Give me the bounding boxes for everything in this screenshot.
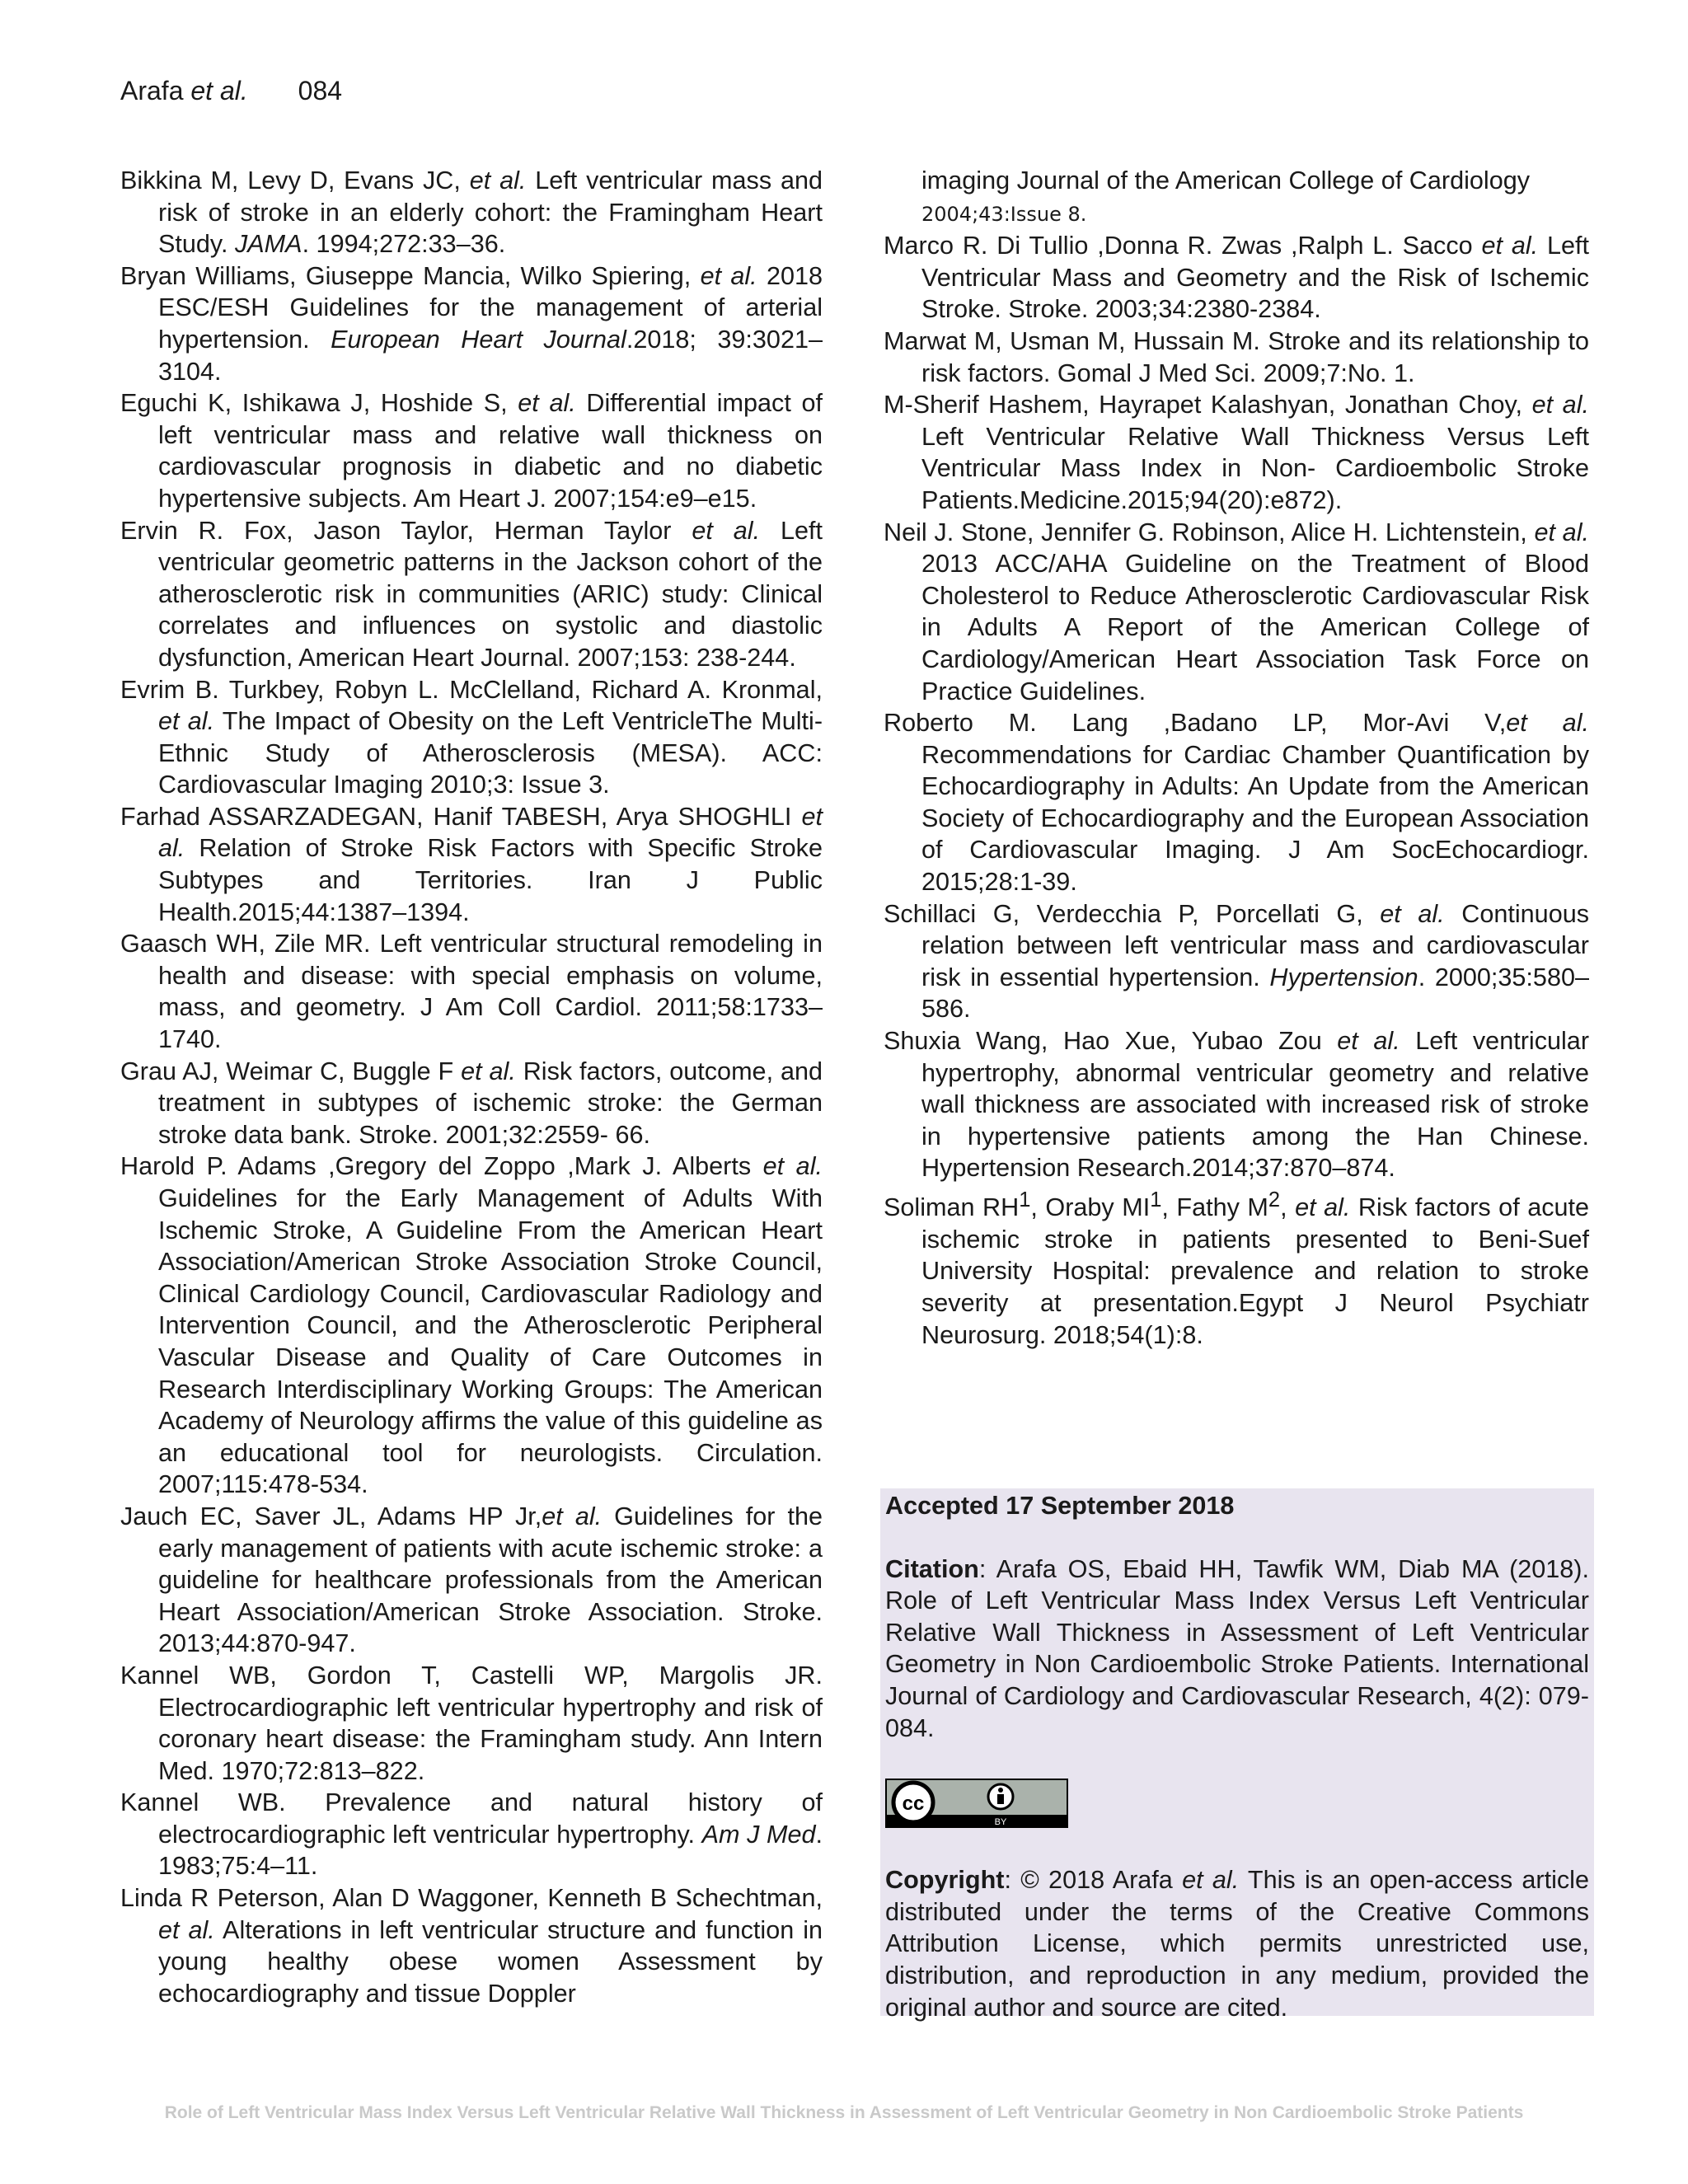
ref-emphasis: et al. bbox=[762, 1152, 823, 1181]
article-info-box bbox=[880, 1488, 1594, 2022]
affil-sup: 1 bbox=[1150, 1188, 1162, 1212]
ref-text: Roberto M. Lang ,Badano LP, Mor-Avi V, bbox=[884, 709, 1507, 738]
header-author: Arafa bbox=[120, 76, 184, 105]
ref-text: Risk factors, outcome, and treatment in subtypes of ischemic stroke: the German stroke data bank. Stroke. 2001;32:2559- 66. bbox=[158, 1057, 823, 1149]
ref-text: Guidelines for the early management of patients with acute ischemic stroke: a guideline for healthcare professionals from the American Heart Association/American Stroke Association. Stroke. 2013;44:870-947. bbox=[158, 1502, 823, 1658]
accepted-date: Accepted 17 September 2018 bbox=[885, 1492, 1235, 1520]
copyright-etal: et al. bbox=[1182, 1866, 1240, 1895]
citation bbox=[885, 1554, 1589, 1745]
ref-text: . 1983;75:4–11. bbox=[158, 1820, 823, 1881]
ref-text: , Fathy M bbox=[1161, 1193, 1268, 1222]
ref-emphasis: et al. bbox=[158, 802, 823, 863]
by-label: BY bbox=[994, 1817, 1007, 1828]
affil-sup: 1 bbox=[1019, 1188, 1031, 1212]
ref-emphasis: European Heart Journal bbox=[331, 325, 626, 354]
ref-emphasis: et al. bbox=[700, 261, 757, 290]
copyright-text: This is an open-access article distributed under the terms of the Creative Commons Attribution License, which permits unrestricted use, distribution, and reproduction in any medium, provided the original author and source are cited. bbox=[885, 1866, 1589, 2022]
ref-emphasis: et al. bbox=[1534, 518, 1589, 546]
copyright-notice bbox=[885, 1864, 1589, 2023]
ref-emphasis: et al. bbox=[518, 389, 576, 418]
header-etal: et al. bbox=[190, 76, 248, 105]
reference-entry bbox=[120, 260, 823, 387]
ref-text: Recommendations for Cardiac Chamber Quantification by Echocardiography in Adults: An Update from the American Society of Echocardiography and the European Association of Cardiovascular Imaging. J Am SocEchocardiogr. 2015;28:1-39. bbox=[921, 740, 1589, 897]
ref-text: Left ventricular hypertrophy, abnormal ventricular geometry and relative wall thickness are associated with increased risk of stroke in hypertensive patients among the Han Chinese. Hypertension Research.2014;37:870–874. bbox=[921, 1027, 1590, 1183]
ref-text: , Oraby MI bbox=[1030, 1193, 1151, 1222]
reference-soliman bbox=[884, 1184, 1589, 1351]
ref-text: . 2000;35:580–586. bbox=[921, 963, 1589, 1024]
ref-etal: et al. bbox=[1295, 1193, 1351, 1222]
cc-logo-text: cc bbox=[902, 1793, 925, 1816]
ref-emphasis: Hypertension bbox=[1269, 963, 1418, 991]
ref-emphasis: et al. bbox=[1506, 709, 1589, 738]
citation-label: Citation bbox=[885, 1554, 979, 1583]
ref-text: 2018 ESC/ESH Guidelines for the management of arterial hypertension. bbox=[158, 261, 823, 354]
right-reference-list bbox=[884, 230, 1589, 1184]
ref-text: Marwat M, Usman M, Hussain M. Stroke and its relationship to risk factors. Gomal J Med Sci. 2009;7:No. 1. bbox=[884, 326, 1589, 387]
ref-emphasis: et al. bbox=[158, 1915, 215, 1944]
affil-sup: 2 bbox=[1268, 1188, 1281, 1212]
ref-text: Alterations in left ventricular structure and function in young healthy obese women Assessment by echocardiography and tissue Doppler bbox=[158, 1915, 823, 2008]
reference-entry bbox=[120, 165, 823, 260]
ref-text: Left ventricular mass and risk of stroke in an elderly cohort: the Framingham Heart Study. bbox=[158, 166, 823, 259]
ref-text: Harold P. Adams ,Gregory del Zoppo ,Mark J. Alberts bbox=[120, 1152, 763, 1181]
ref-text: Guidelines for the Early Management of Adults With Ischemic Stroke, A Guideline From the American Heart Association/American Stroke Association Stroke Council, Clinical Cardiology Council, Cardiovascular Radiology and Intervention Council, and the Atherosclerotic Peripheral Vascular Disease and Quality of Care Outcomes in Research Interdisciplinary Working Groups: The American Academy of Neurology affirms the value of this guideline as an educational tool for neurologists. Circulation. 2007;115:478-534. bbox=[158, 1184, 823, 1499]
ref-text: Shuxia Wang, Hao Xue, Yubao Zou bbox=[884, 1027, 1338, 1056]
ref-text: Jauch EC, Saver JL, Adams HP Jr, bbox=[120, 1502, 542, 1530]
citation-text: : Arafa OS, Ebaid HH, Tawfik WM, Diab MA (2018). Role of Left Ventricular Mass Index Versus Left Ventricular Relative Wall Thickness in Assessment of Left Ventricular Geometry in Non Cardioembolic Stroke Patients. International Journal of Cardiology and Cardiovascular Research, 4(2): 079-084. bbox=[885, 1554, 1589, 1742]
ref-text: Differential impact of left ventricular mass and relative wall thickness on cardiovascular prognosis in diabetic and no diabetic hypertensive subjects. Am Heart J. 2007;154:e9–e15. bbox=[158, 389, 823, 513]
ref-text: Grau AJ, Weimar C, Buggle F bbox=[120, 1057, 462, 1085]
ref-text: Continuous relation between left ventricular mass and cardiovascular risk in essential hypertension. bbox=[921, 899, 1590, 991]
references-right-column bbox=[884, 165, 1589, 1351]
ref-text: Ervin R. Fox, Jason Taylor, Herman Taylor bbox=[120, 516, 692, 545]
ref-text: .2018; 39:3021–3104. bbox=[158, 325, 823, 386]
ref-text: Gaasch WH, Zile MR. Left ventricular structural remodeling in health and disease: with special emphasis on volume, mass, and geometry. J Am Coll Cardiol. 2011;58:1733–1740. bbox=[120, 930, 823, 1054]
reference-entry bbox=[884, 898, 1589, 1025]
page-number: 084 bbox=[298, 76, 343, 105]
reference-entry bbox=[120, 928, 823, 1055]
reference-entry bbox=[884, 707, 1589, 898]
ref-text: Kannel WB. Prevalence and natural history of electrocardiographic left ventricular hypertrophy. bbox=[120, 1788, 823, 1849]
ref-emphasis: et al. bbox=[1531, 391, 1589, 419]
ref-emphasis: et al. bbox=[158, 707, 215, 736]
reference-entry bbox=[120, 1501, 823, 1660]
reference-entry bbox=[120, 387, 823, 514]
ref-text: Soliman RH bbox=[884, 1193, 1020, 1222]
reference-continuation-text: imaging Journal of the American College of Cardiology bbox=[921, 166, 1531, 194]
ref-text: Schillaci G, Verdecchia P, Porcellati G, bbox=[884, 899, 1381, 928]
cc-by-license-icon bbox=[885, 1779, 1068, 1828]
running-header bbox=[120, 76, 342, 106]
ref-text: Relation of Stroke Risk Factors with Specific Stroke Subtypes and Territories. Iran J Public Health.2015;44:1387–1394. bbox=[158, 834, 823, 926]
ref-text: Risk factors of acute ischemic stroke in patients presented to Beni-Suef University Hospital: prevalence and relation to stroke severity at presentation.Egypt J Neurol Psychiatr Neurosurg. 2018;54(1):8. bbox=[921, 1193, 1590, 1349]
reference-entry bbox=[120, 1660, 823, 1787]
ref-text: Left Ventricular Mass and Geometry and the Risk of Ischemic Stroke. Stroke. 2003;34:2380-2384. bbox=[921, 232, 1589, 324]
reference-continuation bbox=[884, 165, 1589, 230]
ref-text: Eguchi K, Ishikawa J, Hoshide S, bbox=[120, 389, 518, 418]
ref-text: Linda R Peterson, Alan D Waggoner, Kenneth B Schechtman, bbox=[120, 1884, 823, 1913]
ref-emphasis: et al. bbox=[469, 166, 527, 194]
ref-text: Farhad ASSARZADEGAN, Hanif TABESH, Arya SHOGHLI bbox=[120, 802, 802, 831]
reference-entry bbox=[120, 1056, 823, 1151]
references-left-column bbox=[120, 165, 823, 2009]
ref-text: Evrim B. Turkbey, Robyn L. McClelland, Richard A. Kronmal, bbox=[120, 675, 823, 704]
reference-entry bbox=[120, 1787, 823, 1882]
ref-text: Bryan Williams, Giuseppe Mancia, Wilko Spiering, bbox=[120, 261, 701, 290]
reference-entry bbox=[884, 1025, 1589, 1184]
reference-entry bbox=[120, 674, 823, 801]
ref-emphasis: et al. bbox=[1481, 232, 1539, 260]
ref-text: Bikkina M, Levy D, Evans JC, bbox=[120, 166, 470, 194]
reference-entry bbox=[120, 1882, 823, 2009]
ref-text: 2013 ACC/AHA Guideline on the Treatment of Blood Cholesterol to Reduce Atherosclerotic Cardiovascular Risk in Adults A Report of the American College of Cardiology/American Heart Association Task Force on Practice Guidelines. bbox=[921, 550, 1589, 705]
reference-entry bbox=[884, 326, 1589, 389]
ref-text: M-Sherif Hashem, Hayrapet Kalashyan, Jonathan Choy, bbox=[884, 391, 1532, 419]
ref-emphasis: Am J Med bbox=[701, 1820, 816, 1849]
reference-entry bbox=[120, 801, 823, 928]
copyright-label: Copyright bbox=[885, 1866, 1005, 1895]
reference-entry bbox=[884, 389, 1589, 516]
ref-text: The Impact of Obesity on the Left VentricleThe Multi-Ethnic Study of Atherosclerosis (MESA). ACC: Cardiovascular Imaging 2010;3: Issue 3. bbox=[158, 707, 823, 799]
ref-emphasis: et al. bbox=[1380, 899, 1445, 928]
ref-emphasis: et al. bbox=[461, 1057, 516, 1085]
ref-emphasis: JAMA bbox=[234, 230, 302, 259]
ref-text: Neil J. Stone, Jennifer G. Robinson, Alice H. Lichtenstein, bbox=[884, 518, 1535, 546]
ref-emphasis: et al. bbox=[692, 516, 761, 545]
ref-text: Left ventricular geometric patterns in the Jackson cohort of the atherosclerotic risk in communities (ARIC) study: Clinical correlates and influences on systolic and diastolic dysfunction, American Heart Journal. 2007;153: 238-244. bbox=[158, 516, 823, 672]
ref-text: Kannel WB, Gordon T, Castelli WP, Margolis JR. Electrocardiographic left ventricular hypertrophy and risk of coronary heart disease: the Framingham study. Ann Intern Med. 1970;72:813–822. bbox=[120, 1661, 823, 1785]
ref-emphasis: et al. bbox=[542, 1502, 603, 1530]
reference-entry bbox=[884, 230, 1589, 326]
reference-entry bbox=[120, 515, 823, 674]
ref-text: Marco R. Di Tullio ,Donna R. Zwas ,Ralph L. Sacco bbox=[884, 232, 1482, 260]
ref-text: . 1994;272:33–36. bbox=[302, 230, 506, 259]
reference-entry bbox=[884, 517, 1589, 708]
copyright-text: : © 2018 Arafa bbox=[1004, 1866, 1183, 1895]
running-footer: Role of Left Ventricular Mass Index Versus Left Ventricular Relative Wall Thickness in Assessment of Left Ventricular Geometry in Non Cardioembolic Stroke Patients bbox=[164, 2103, 1524, 2122]
reference-continuation-issue: 2004;43:Issue 8. bbox=[921, 202, 1087, 226]
reference-entry bbox=[120, 1151, 823, 1501]
ref-text: , bbox=[1280, 1193, 1296, 1222]
ref-emphasis: et al. bbox=[1337, 1027, 1400, 1056]
ref-text: Left Ventricular Relative Wall Thickness Versus Left Ventricular Mass Index in Non- Cardioembolic Stroke Patients.Medicine.2015;94(20):e872). bbox=[921, 422, 1589, 514]
